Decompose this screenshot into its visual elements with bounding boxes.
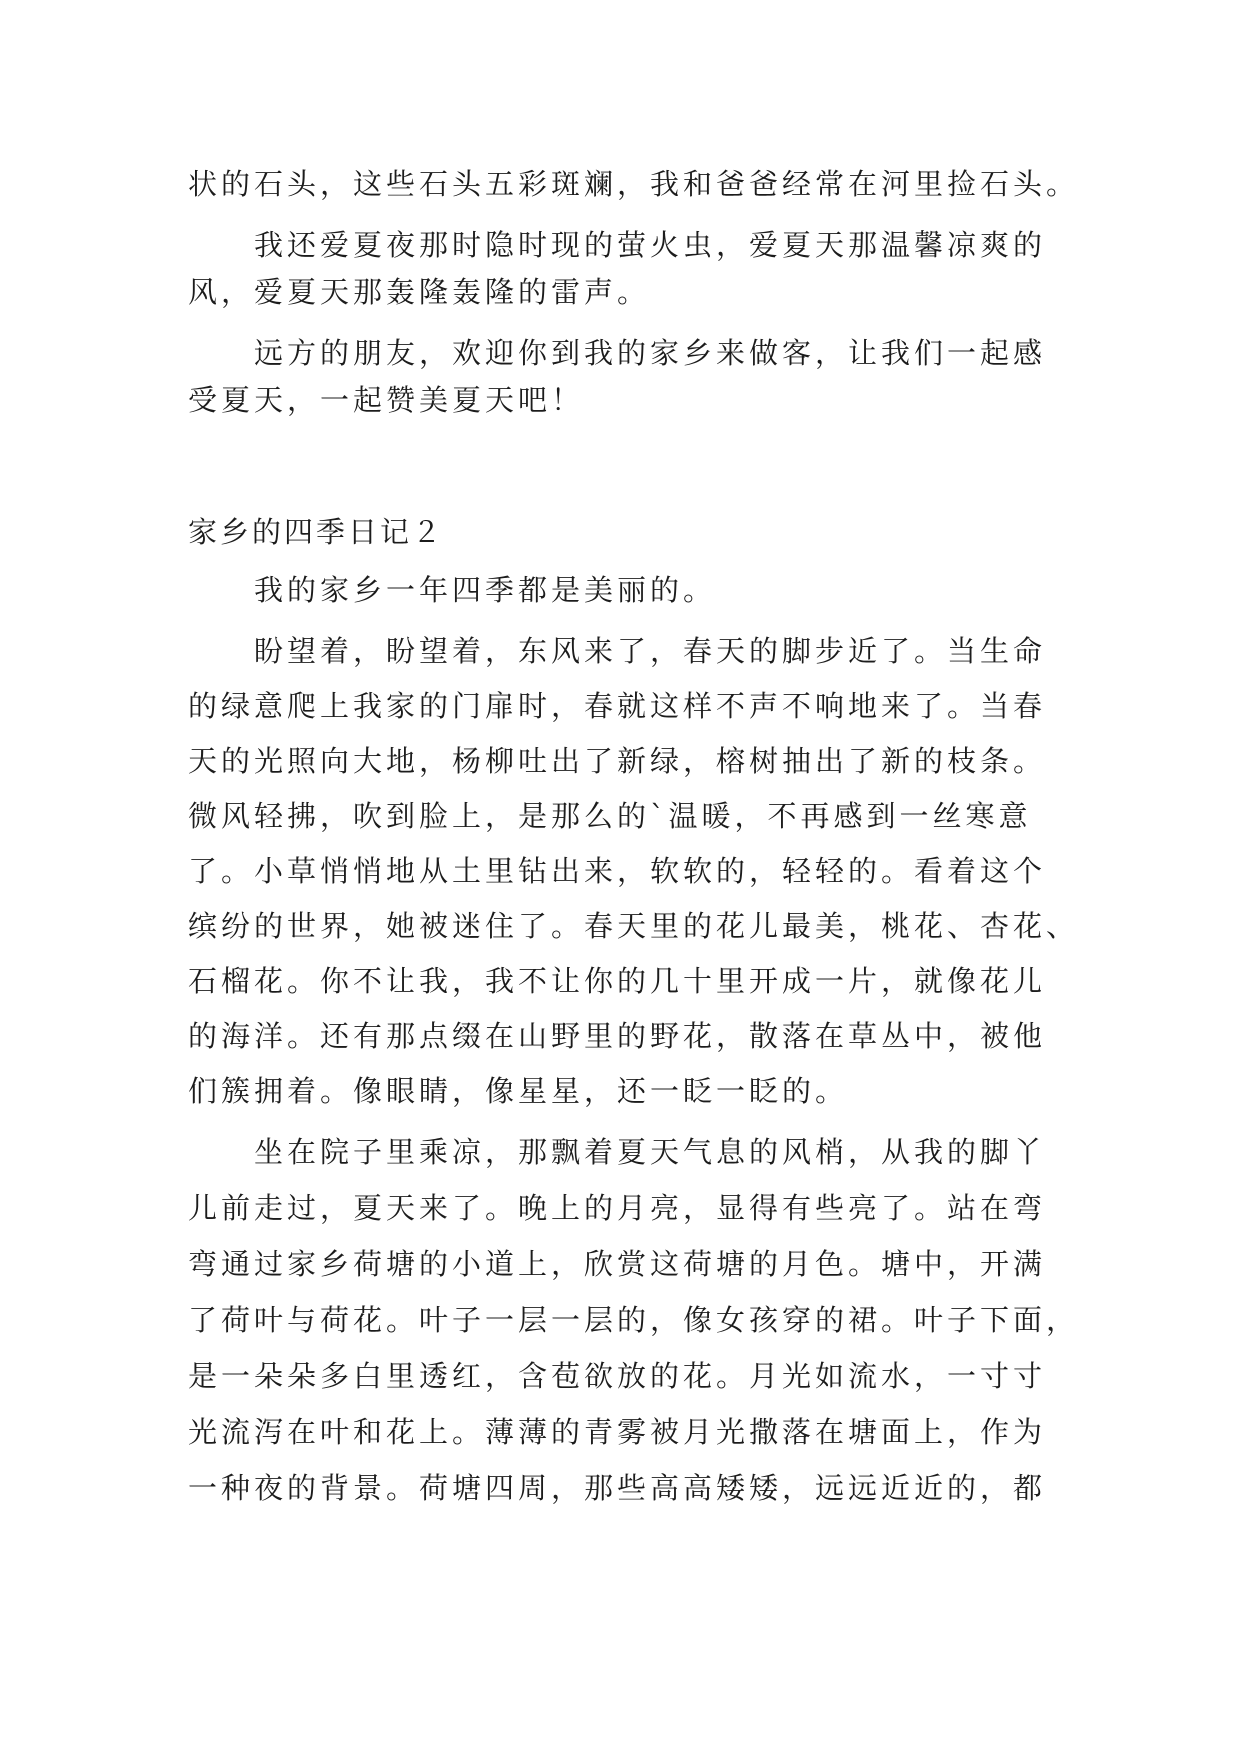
text-line: 了。小草悄悄地从土里钻出来，软软的，轻轻的。看着这个 bbox=[188, 854, 1047, 888]
text-line: 的海洋。还有那点缀在山野里的野花，散落在草丛中，被他 bbox=[188, 1019, 1047, 1053]
text-line: 受夏天，一起赞美夏天吧！ bbox=[188, 383, 585, 417]
text-line: 是一朵朵多白里透红，含苞欲放的花。月光如流水，一寸寸 bbox=[188, 1359, 1047, 1393]
text-line: 们簇拥着。像眼睛，像星星，还一眨一眨的。 bbox=[188, 1074, 849, 1108]
text-line: 一种夜的背景。荷塘四周，那些高高矮矮，远远近近的，都 bbox=[188, 1471, 1047, 1505]
text-line: 了荷叶与荷花。叶子一层一层的，像女孩穿的裙。叶子下面， bbox=[188, 1303, 1080, 1337]
text-line: 缤纷的世界，她被迷住了。春天里的花儿最美，桃花、杏花、 bbox=[188, 909, 1080, 943]
paragraph-start-line: 坐在院子里乘凉，那飘着夏天气息的风梢，从我的脚丫 bbox=[254, 1135, 1047, 1169]
text-line: 的绿意爬上我家的门扉时，春就这样不声不响地来了。当春 bbox=[188, 689, 1047, 723]
text-line: 风，爱夏天那轰隆轰隆的雷声。 bbox=[188, 275, 651, 309]
paragraph-start-line: 远方的朋友，欢迎你到我的家乡来做客，让我们一起感 bbox=[254, 336, 1047, 370]
paragraph-start-line: 我还爱夏夜那时隐时现的萤火虫，爱夏天那温馨凉爽的 bbox=[254, 228, 1047, 262]
text-line: 天的光照向大地，杨柳吐出了新绿，榕树抽出了新的枝条。 bbox=[188, 744, 1047, 778]
text-line: 微风轻拂，吹到脸上，是那么的`温暖，不再感到一丝寒意 bbox=[188, 799, 1032, 833]
text-line: 石榴花。你不让我，我不让你的几十里开成一片，就像花儿 bbox=[188, 964, 1047, 998]
paragraph-start-line: 我的家乡一年四季都是美丽的。 bbox=[254, 573, 717, 607]
section-title: 家乡的四季日记２ bbox=[188, 515, 445, 549]
text-line: 弯通过家乡荷塘的小道上，欣赏这荷塘的月色。塘中，开满 bbox=[188, 1247, 1047, 1281]
text-line: 状的石头，这些石头五彩斑斓，我和爸爸经常在河里捡石头。 bbox=[188, 167, 1080, 201]
text-line: 光流泻在叶和花上。薄薄的青雾被月光撒落在塘面上，作为 bbox=[188, 1415, 1047, 1449]
text-line: 儿前走过，夏天来了。晚上的月亮，显得有些亮了。站在弯 bbox=[188, 1191, 1047, 1225]
paragraph-start-line: 盼望着，盼望着，东风来了，春天的脚步近了。当生命 bbox=[254, 634, 1047, 668]
